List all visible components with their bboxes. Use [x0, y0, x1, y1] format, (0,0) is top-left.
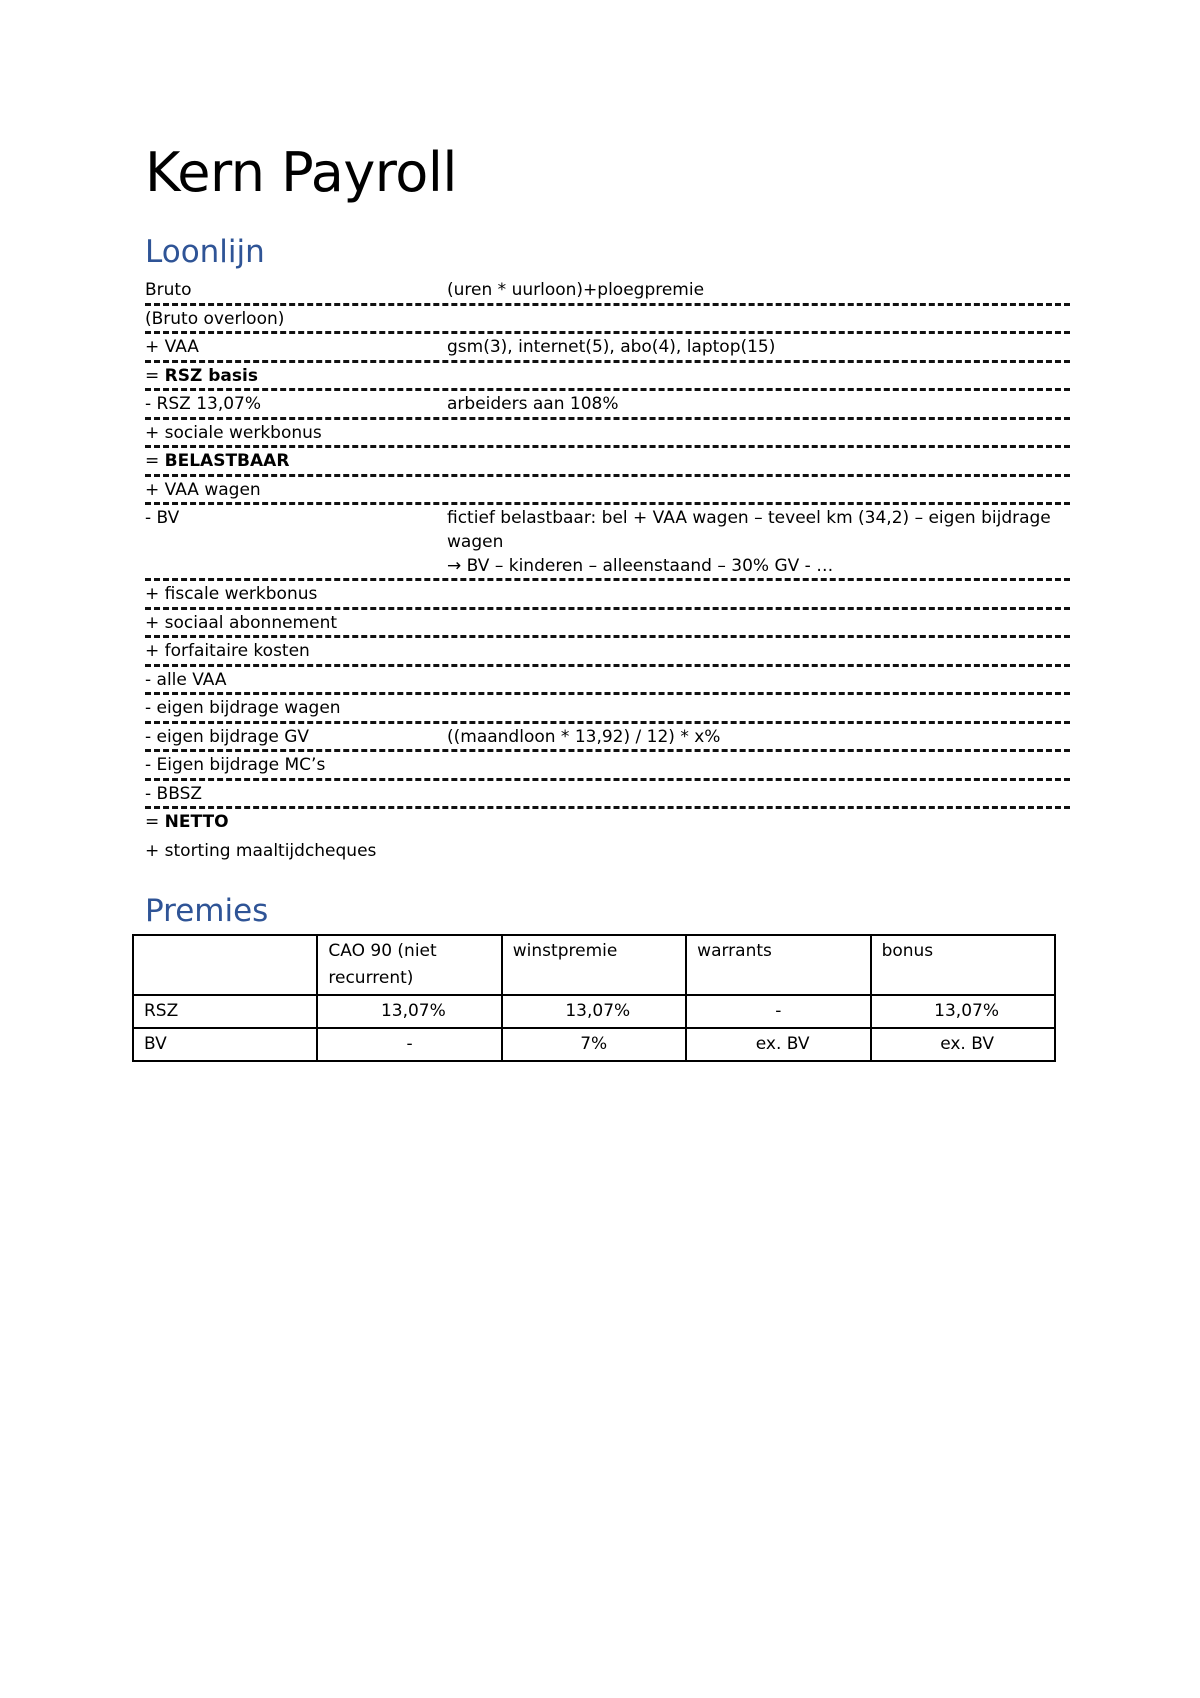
loonlijn-label: [145, 278, 447, 302]
loonlijn-detail-line: arbeiders aan 108%: [447, 394, 619, 414]
table-cell: 13,07%: [871, 995, 1055, 1028]
loonlijn-label: [145, 639, 447, 663]
loonlijn-detail: [447, 506, 1070, 578]
loonlijn-label-bold: BELASTBAAR: [164, 451, 290, 471]
loonlijn-label-text: + sociaal abonnement: [145, 612, 338, 633]
loonlijn-row: [145, 391, 1070, 420]
loonlijn-row: [145, 695, 1070, 724]
premies-heading: Premies: [145, 893, 269, 929]
loonlijn-row: [145, 477, 1070, 506]
loonlijn-label: [145, 506, 447, 530]
loonlijn-label-text: - BBSZ: [145, 783, 203, 804]
loonlijn-row: [145, 334, 1070, 363]
premies-header-cell: warrants: [686, 935, 870, 995]
loonlijn-row: [145, 638, 1070, 667]
premies-header-cell: CAO 90 (niet recurrent): [317, 935, 501, 995]
loonlijn-label-text: + sociale werkbonus: [145, 422, 322, 443]
loonlijn-detail: [447, 335, 1070, 359]
loonlijn-row: [145, 809, 1070, 838]
table-cell: 13,07%: [317, 995, 501, 1028]
loonlijn-label-text: - eigen bijdrage wagen: [145, 698, 341, 718]
loonlijn-row: [145, 781, 1070, 810]
loonlijn-row: [145, 363, 1070, 392]
loonlijn-label: [145, 725, 447, 749]
loonlijn-label-text: (Bruto overloon): [145, 308, 285, 329]
table-cell: ex. BV: [871, 1028, 1055, 1061]
loonlijn-label-text: - Eigen bijdrage MC’s: [145, 755, 326, 775]
loonlijn-label-text: Bruto: [145, 280, 192, 300]
loonlijn-detail: [447, 725, 1070, 749]
loonlijn-label: [145, 335, 447, 359]
loonlijn-detail-line: → BV – kinderen – alleenstaand – 30% GV - …: [447, 556, 834, 576]
loonlijn-label: [145, 307, 447, 331]
loonlijn-prefix: =: [145, 365, 165, 386]
loonlijn-detail-line: fictief belastbaar: bel + VAA wagen – teveel km (34,2) – eigen bijdrage wagen: [447, 508, 1051, 552]
loonlijn-label-text: - RSZ 13,07%: [145, 394, 262, 414]
loonlijn-label-text: + VAA wagen: [145, 479, 261, 500]
row-label: BV: [133, 1028, 317, 1061]
loonlijn-row: [145, 752, 1070, 781]
loonlijn-heading: Loonlijn: [145, 234, 265, 270]
table-cell: ex. BV: [686, 1028, 870, 1061]
loonlijn-detail-line: ((maandloon * 13,92) / 12) * x%: [447, 726, 721, 747]
loonlijn-prefix: =: [145, 451, 165, 471]
loonlijn-label-bold: NETTO: [164, 812, 229, 832]
loonlijn-row: [145, 448, 1070, 477]
loonlijn-row: [145, 581, 1070, 610]
loonlijn-row: [145, 838, 1070, 867]
table-cell: -: [317, 1028, 501, 1061]
loonlijn-row: [145, 505, 1070, 581]
loonlijn-label: [145, 839, 447, 863]
premies-header-cell: winstpremie: [502, 935, 686, 995]
loonlijn-label-text: - alle VAA: [145, 669, 227, 690]
loonlijn-label: [145, 364, 447, 388]
loonlijn-detail: [447, 392, 1070, 416]
loonlijn-label-text: + storting maaltijdcheques: [145, 840, 377, 861]
loonlijn-row: [145, 667, 1070, 696]
loonlijn-prefix: =: [145, 812, 165, 832]
loonlijn-list: [145, 277, 1070, 866]
loonlijn-label-text: - eigen bijdrage GV: [145, 726, 310, 747]
premies-header-cell: bonus: [871, 935, 1055, 995]
loonlijn-label: [145, 696, 447, 720]
premies-header-row: [133, 935, 1055, 995]
loonlijn-label-text: + forfaitaire kosten: [145, 641, 310, 661]
loonlijn-label: [145, 753, 447, 777]
table-row: [133, 1028, 1055, 1061]
loonlijn-label-text: + fiscale werkbonus: [145, 584, 318, 604]
loonlijn-label: [145, 810, 447, 834]
loonlijn-row: [145, 724, 1070, 753]
loonlijn-label-text: + VAA: [145, 337, 199, 357]
loonlijn-row: [145, 306, 1070, 335]
table-row: [133, 995, 1055, 1028]
loonlijn-label: [145, 421, 447, 445]
loonlijn-label: [145, 668, 447, 692]
premies-table: [132, 934, 1056, 1062]
table-cell: -: [686, 995, 870, 1028]
loonlijn-detail: [447, 278, 1070, 302]
row-label: RSZ: [133, 995, 317, 1028]
loonlijn-row: [145, 277, 1070, 306]
loonlijn-label: [145, 782, 447, 806]
loonlijn-label: [145, 478, 447, 502]
loonlijn-row: [145, 610, 1070, 639]
loonlijn-detail-line: (uren * uurloon)+ploegpremie: [447, 280, 705, 300]
table-cell: 7%: [502, 1028, 686, 1061]
loonlijn-label: [145, 449, 447, 473]
loonlijn-label: [145, 582, 447, 606]
loonlijn-detail-line: gsm(3), internet(5), abo(4), laptop(15): [447, 337, 776, 357]
loonlijn-row: [145, 420, 1070, 449]
loonlijn-label: [145, 611, 447, 635]
loonlijn-label-bold: RSZ basis: [164, 365, 258, 386]
loonlijn-label: [145, 392, 447, 416]
loonlijn-label-text: - BV: [145, 508, 180, 528]
premies-header-cell: [133, 935, 317, 995]
page-title: Kern Payroll: [145, 141, 457, 204]
table-cell: 13,07%: [502, 995, 686, 1028]
